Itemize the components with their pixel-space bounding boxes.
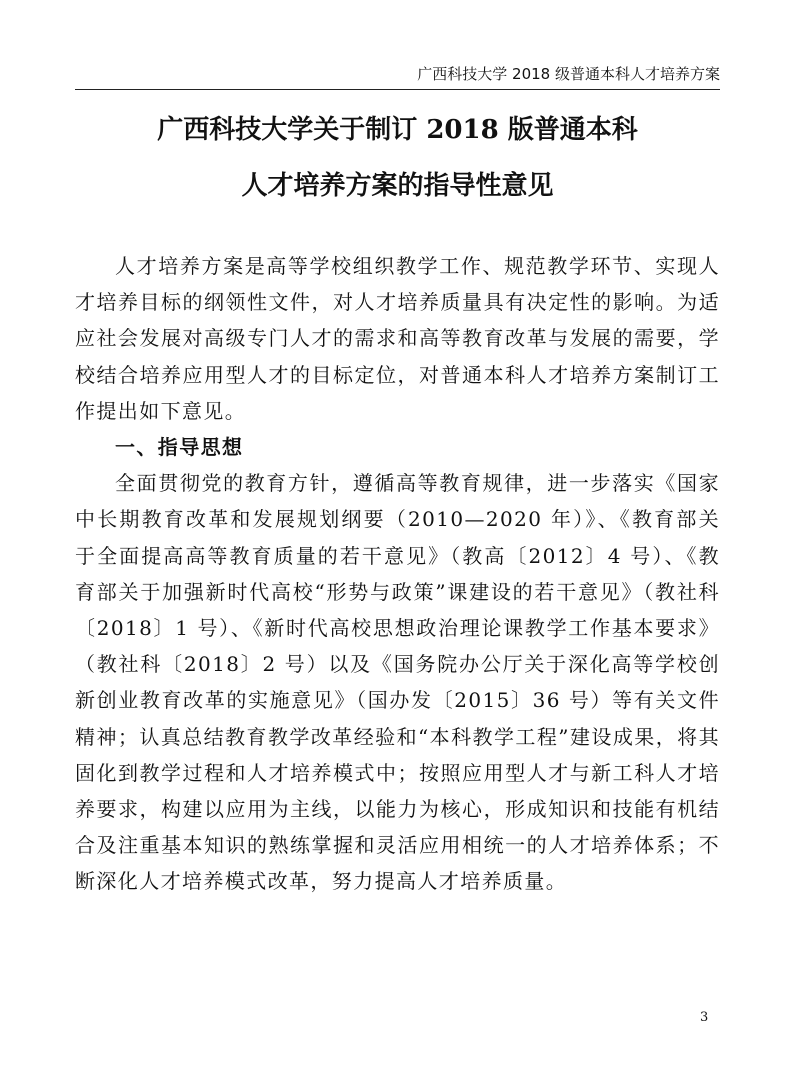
intro-paragraph: 人才培养方案是高等学校组织教学工作、规范教学环节、实现人才培养目标的纲领性文件，对人才培养质量具有决定性的影响。为适应社会发展对高级专门人才的需求和高等教育改革与发展的需要，学校结合培养应用型人才的目标定位，对普通本科人才培养方案制订工作提出如下意见。 (75, 254, 720, 423)
document-title-line-2: 人才培养方案的指导性意见 (241, 171, 554, 201)
section-heading-guiding-ideology: 一、指导思想 (115, 435, 244, 460)
page-number: 3 (700, 1010, 709, 1025)
running-header (75, 60, 720, 90)
guiding-ideology-paragraph: 全面贯彻党的教育方针，遵循高等教育规律，进一步落实《国家中长期教育改革和发展规划纲要（2010—2020 年）》、《教育部关于全面提高高等教育质量的若干意见》（教高〔2012〕4 号）、《教育部关于加强新时代高校“形势与政策”课建设的若干意见》（教社科〔2018〕1 号）、《新时代高校思想政治理论课教学工作基本要求》（教社科〔2018〕2 号）以及《国务院办公厅关于深化高等学校创新创业教育改革的实施意见》（国办发〔2015〕36 号）等有关文件精神；认真总结教育教学改革经验和“本科教学工程”建设成果，将其固化到教学过程和人才培养模式中；按照应用型人才与新工科人才培养要求，构建以应用为主线，以能力为核心，形成知识和技能有机结合及注重基本知识的熟练掌握和灵活应用相统一的人才培养体系；不断深化人才培养模式改革，努力提高人才培养质量。 (75, 471, 720, 894)
document-title-line-1: 广西科技大学关于制订 2018 版普通本科 (157, 115, 638, 145)
running-header-title: 广西科技大学 2018 级普通本科人才培养方案 (417, 65, 720, 83)
document-body (75, 248, 720, 900)
